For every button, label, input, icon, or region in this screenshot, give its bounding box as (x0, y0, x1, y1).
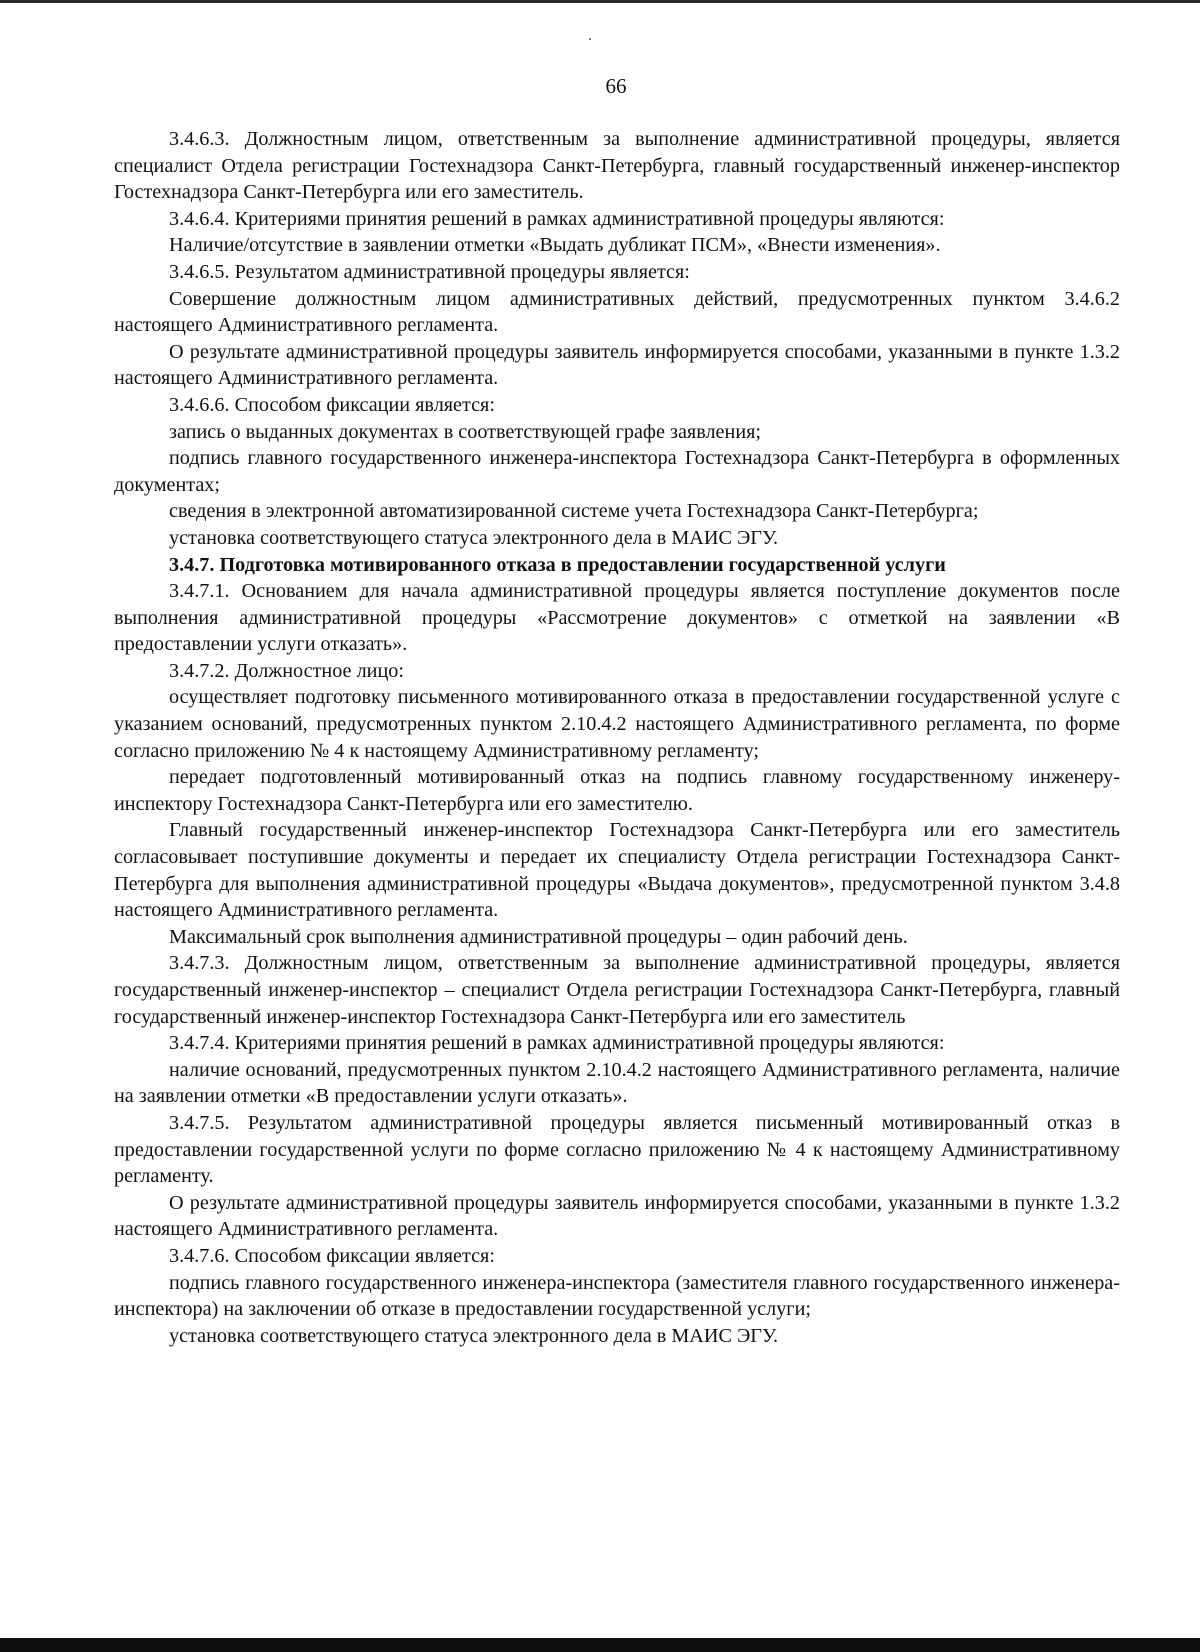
paragraph-criteria-text: Наличие/отсутствие в заявлении отметки «Выдать дубликат ПСМ», «Внести изменения». (169, 234, 941, 257)
paragraph-3-4-6-3: 3.4.6.3. Должностным лицом, ответственным за выполнение административной процедуры, является специалист Отдела регистрации Гостехнадзора Санкт-Петербурга, главный государственный инженер-инспектор Гостехнадзора Санкт-Петербурга или его заместитель. (114, 128, 1120, 204)
scan-speck (589, 38, 591, 40)
paragraph-chief-approves: Главный государственный инженер-инспектор Гостехнадзора Санкт-Петербурга или его заместитель согласовывает поступившие документы и передает их специалисту Отдела регистрации Гостехнадзора Санкт-Петербурга для выполнения административной процедуры «Выдача документов», предусмотренной пунктом 3.4.8 настоящего Административного регламента. (114, 819, 1120, 922)
paragraph-3-4-7-4: 3.4.7.4. Критериями принятия решений в рамках административной процедуры являются: (169, 1032, 945, 1055)
section-heading-3-4-7: 3.4.7. Подготовка мотивированного отказа в предоставлении государственной услуги (169, 553, 946, 576)
paragraph-max-term: Максимальный срок выполнения административной процедуры – один рабочий день. (169, 925, 908, 948)
list-item-prepare-refusal: осуществляет подготовку письменного мотивированного отказа в предоставлении государственной услуге с указанием оснований, предусмотренных пунктом 2.10.4.2 настоящего Административного регламента, по форме согласно приложению № 4 к настоящему Административному регламенту; (114, 686, 1120, 762)
list-item-electronic-system: сведения в электронной автоматизированной системе учета Гостехнадзора Санкт-Петербурга; (169, 500, 979, 523)
paragraph-3-4-7-1: 3.4.7.1. Основанием для начала административной процедуры является поступление документов после выполнения административной процедуры «Рассмотрение документов» с отметкой на заявлении «В предоставлении услуги отказать». (114, 580, 1120, 656)
paragraph-3-4-7-2: 3.4.7.2. Должностное лицо: (169, 659, 404, 682)
scan-edge-bottom (0, 1638, 1200, 1652)
list-item-status-mais-2: установка соответствующего статуса электронного дела в МАИС ЭГУ. (169, 1324, 779, 1347)
list-item-pass-for-signature: передает подготовленный мотивированный отказ на подпись главному государственному инженеру-инспектору Гостехнадзора Санкт-Петербурга или его заместителю. (114, 766, 1120, 815)
paragraph-applicant-informed: О результате административной процедуры заявитель информируется способами, указанными в пункте 1.3.2 настоящего Административного регламента. (114, 340, 1120, 390)
page-number: 66 (605, 74, 627, 98)
scan-edge-top (0, 0, 1200, 3)
paragraph-3-4-7-3: 3.4.7.3. Должностным лицом, ответственным за выполнение административной процедуры, является государственный инженер-инспектор – специалист Отдела регистрации Гостехнадзора Санкт-Петербурга, главный государственный инженер-инспектор Гостехнадзора Санкт-Петербурга или его заместитель (114, 952, 1120, 1028)
list-item-record: запись о выданных документах в соответствующей графе заявления; (169, 420, 762, 443)
paragraph-3-4-6-6: 3.4.6.6. Способом фиксации является: (169, 393, 495, 416)
paragraph-3-4-6-5: 3.4.6.5. Результатом административной процедуры является: (169, 260, 690, 283)
list-item-status-mais: установка соответствующего статуса электронного дела в МАИС ЭГУ. (169, 526, 779, 549)
list-item-signature: подпись главного государственного инженера-инспектора Гостехнадзора Санкт-Петербурга в оформленных документах; (114, 447, 1120, 496)
paragraph-3-4-7-5: 3.4.7.5. Результатом административной процедуры является письменный мотивированный отказ в предоставлении государственной услуги по форме согласно приложению № 4 к настоящему Административному регламенту. (114, 1111, 1120, 1188)
paragraph-applicant-informed-2: О результате административной процедуры заявитель информируется способами, указанными в пункте 1.3.2 настоящего Административного регламента. (114, 1191, 1120, 1241)
paragraph-3-4-7-6: 3.4.7.6. Способом фиксации является: (169, 1244, 495, 1267)
paragraph-result-text: Совершение должностным лицом административных действий, предусмотренных пунктом 3.4.6.2 настоящего Административного регламента. (114, 287, 1120, 337)
document-body (114, 126, 1120, 1349)
list-item-signature-refusal: подпись главного государственного инженера-инспектора (заместителя главного государственного инженера-инспектора) на заключении об отказе в предоставлении государственной услуги; (114, 1271, 1120, 1321)
paragraph-3-4-6-4: 3.4.6.4. Критериями принятия решений в рамках административной процедуры являются: (169, 207, 945, 230)
paragraph-grounds-text: наличие оснований, предусмотренных пунктом 2.10.4.2 настоящего Административного регламента, наличие на заявлении отметки «В предоставлении услуги отказать». (114, 1058, 1120, 1108)
